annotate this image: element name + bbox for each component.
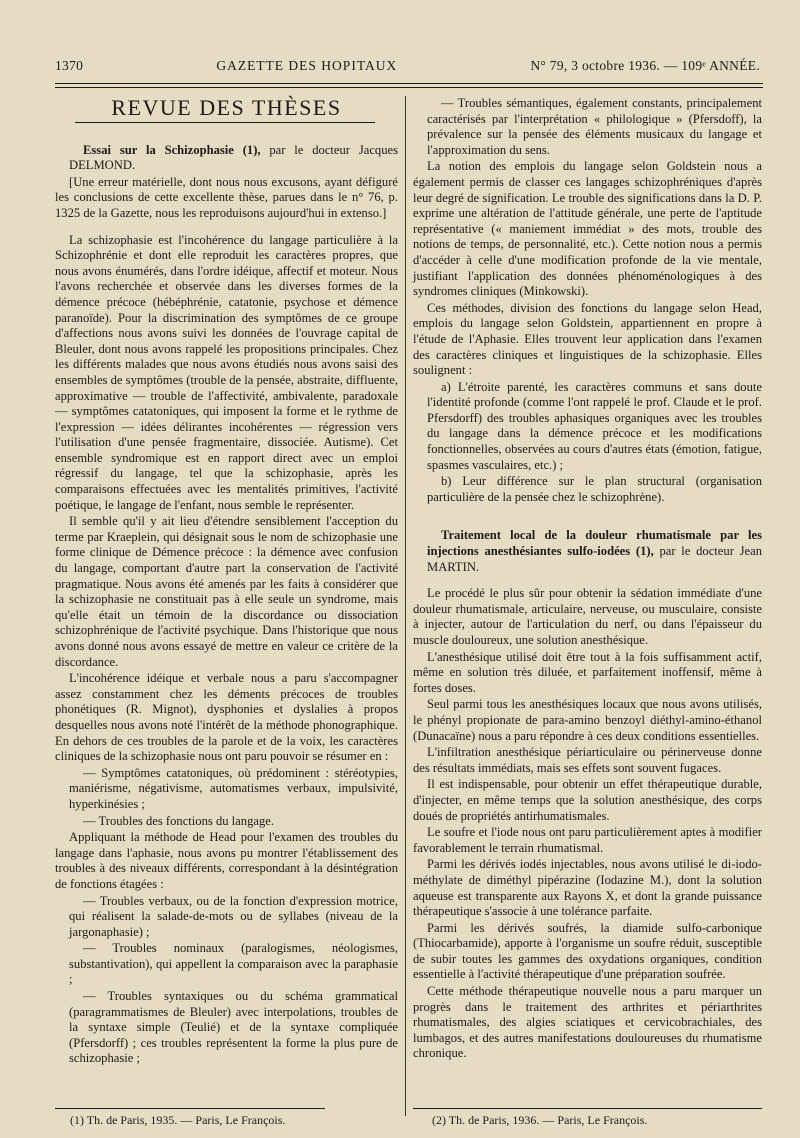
header-rule-top xyxy=(55,83,763,84)
paragraph: L'infiltration anesthésique périarticulaire ou périnerveuse donne des résultats immédiats, mais ses effets sont souvent fugaces. xyxy=(413,745,762,775)
issue-info: N° 79, 3 octobre 1936. — 109ᵉ ANNÉE. xyxy=(530,58,760,73)
paragraph: Ces méthodes, division des fonctions du langage selon Head, emplois du langage selon Goldstein, appartiennent en propre à l'étude de l'Aphasie. Elles trouvent leur application dans l'examen des caractères cliniques et linguistiques de la schizophasie. Elles soulignent : xyxy=(413,300,762,378)
paragraph: Il est indispensable, pour obtenir un effet thérapeutique durable, d'injecter, en même temps que la solution anesthésique, des corps doués de propriétés antirhumatismales. xyxy=(413,777,762,823)
paragraph: [Une erreur matérielle, dont nous nous excusons, ayant défiguré les conclusions de cette excellente thèse, parues dans le n° 76, p. 1325 de la Gazette, nous les reproduisons aujourd'hui in extenso.] xyxy=(55,174,398,220)
spacer xyxy=(55,223,398,233)
footnote-rule-left xyxy=(55,1108,325,1109)
paragraph: Le soufre et l'iode nous ont paru particulièrement aptes à modifier favorablement le terrain rhumatismal. xyxy=(413,825,762,855)
footnote-right: (2) Th. de Paris, 1936. — Paris, Le François. xyxy=(432,1113,648,1127)
paragraph: Parmi les dérivés soufrés, la diamide sulfo-carbonique (Thiocarbamide), apporte à l'organisme un soufre réduit, susceptible de subir toutes les gammes des oxydations organiques, condition essentielle à l'activité thérapeutique d'une préparation soufrée. xyxy=(413,920,762,982)
article-title-schizophasie xyxy=(55,143,398,174)
paragraph: La notion des emplois du langage selon Goldstein nous a également permis de classer ces langages schizophréniques d'après leur degré de signification. Le trouble des significations dans la D. P. exprime une altération de l'attitude générale, une perte de l'aptitude représentative (« maniement immédiat » des mots, trouble des notions de temps, de personnalité, etc.). Cette notion nous a permis d'accéder à celle d'une modification profonde de la vie mentale, justifiant l'application des données phénoménologiques à des syndromes cliniques (Minkowski). xyxy=(413,159,762,299)
list-item: — Troubles syntaxiques ou du schéma grammatical (paragrammatismes de Bleuler) avec interpolations, troubles de la syntaxe simple (Teulié) et de la syntaxe compliquée (Pfersdorff) ; ces troubles représentent la forme la plus pure de schizophasie ; xyxy=(69,989,398,1066)
journal-name: GAZETTE DES HOPITAUX xyxy=(216,58,398,73)
section-title-rule xyxy=(75,122,375,123)
list-item: — Troubles des fonctions du langage. xyxy=(83,813,274,828)
list-item: b) Leur différence sur le plan structural (organisation particulière de la pensée chez le schizophrène). xyxy=(427,474,762,504)
paragraph: Parmi les dérivés iodés injectables, nous avons utilisé le di-iodo-méthylate de diméthyl pipérazine (Iodazine M.), dont la solution aqueuse est transparente aux Rayons X, et dont la grande puissance thérapeutique s'associe à une tolérance parfaite. xyxy=(413,857,762,919)
article-title-text: Essai sur la Schizophasie (1), xyxy=(83,142,261,157)
paragraph: L'incohérence idéique et verbale nous a paru s'accompagner assez constamment chez les déments précoces de troubles phonétiques (R. Mignot), dysphonies et dyslalies à propos desquelles nous avons noté l'intérêt de la méthode phonographique. En dehors de ces troubles de la parole et de la voix, les caractères cliniques de la schizophasie nous ont paru pouvoir se résumer en : xyxy=(55,671,398,764)
list-item: — Troubles verbaux, ou de la fonction d'expression motrice, qui réalisent la salade-de-mots ou de syllabes (niveau de la jargonaphasie) ; xyxy=(69,893,398,939)
page-header xyxy=(55,58,760,74)
list-item: — Troubles nominaux (paralogismes, néologismes, substantivation), qui appellent la comparaison avec la paraphasie ; xyxy=(69,941,398,987)
section-title: REVUE DES THÈSES xyxy=(111,95,342,120)
paragraph: La schizophasie est l'incohérence du langage particulière à la Schizophrénie et dont elle reproduit les caractères propres, que nous avons énumérés, dans l'ordre idéique, affectif et moteur. Nous l'avons recherchée et observée dans les diverses formes de la démence précoce (hébéphrénie, catatonie, psychose et démence paranoïde). Pour la discrimination des symptômes de ce groupe d'affections nous avons suivi les données de l'ouvrage capital de Bleuler, dont nous avons rappelé les propositions principales. Chez les différents malades que nous avons étudiés nous avons saisi des ensembles de symptômes (trouble de la pensée, abstraite, diffluente, approximative — trouble de l'affectivité, ambivalente, paradoxale — symptômes catatoniques, qui imposent la forme et le rythme de l'expression — idées délirantes incohérentes — régression vers l'utilisation d'une pensée fragmentaire, dissociée. Autisme). Cet ensemble syndromique est en rapport direct avec un emploi régressif du langage, tel que la schizophasie, après les comparaisons effectuées avec les mentalités primitives, l'activité poétique, le langage de l'enfant, nous semble le représenter. xyxy=(55,232,398,512)
footnote-left: (1) Th. de Paris, 1935. — Paris, Le François. xyxy=(70,1113,286,1127)
left-column xyxy=(55,96,398,1068)
footnote-rule-right xyxy=(413,1108,762,1109)
list-item: — Symptômes catatoniques, où prédominent : stéréotypies, maniérisme, négativisme, automatismes verbaux, impulsivité, hyperkinésies ; xyxy=(69,765,398,811)
article-author: par le docteur Jacques DELMOND. xyxy=(69,142,398,173)
list-item: a) L'étroite parenté, les caractères communs et sans doute l'identité profonde (comme l'ont rappelé le prof. Claude et le prof. Pfersdorff) des troubles aphasiques organiques avec les troubles du langage dans la démence précoce et les modifications fonctionnelles, observées au cours d'autres états (émotion, fatigue, spasmes vasculaires, etc.) ; xyxy=(427,379,762,472)
paragraph: Il semble qu'il y ait lieu d'étendre sensiblement l'acception du terme par Kraeplein, qui désignait sous le nom de schizophasie une forme clinique de Démence précoce : la démence avec confusion du langage, comportant d'autre part la conservation de l'activité pragmatique. Nous avons été amenés par les faits à considérer que la schizophasie ne constituait pas à elle seule un syndrome, mais qu'elle était un témoin de la discordance ou dissociation schizophrénique de l'activité psychique. Dans l'historique que nous avons donné nous avons essayé de mettre en valeur ce critère de la discordance. xyxy=(55,514,398,669)
paragraph: Seul parmi tous les anesthésiques locaux que nous avons utilisés, le phényl propionate de para-amino benzoyl diéthyl-amino-éthanol (Dunacaïne) nous a paru répondre à ces deux conditions essentielles. xyxy=(413,697,762,743)
right-column xyxy=(413,96,762,1063)
page-number: 1370 xyxy=(55,58,84,73)
list-item: — Troubles sémantiques, également constants, principalement caractérisés par l'interprétation « philologique » (Pfersdoff), la prévalence sur la pensée des éléments musicaux du langage et l'approximation du sens. xyxy=(427,96,762,157)
article-author: par le docteur Jean MARTIN. xyxy=(427,544,762,574)
paragraph: L'anesthésique utilisé doit être tout à la fois suffisamment actif, même en solution très diluée, et parfaitement inoffensif, même à fortes doses. xyxy=(413,649,762,695)
spacer xyxy=(413,576,762,586)
paragraph: Le procédé le plus sûr pour obtenir la sédation immédiate d'une douleur rhumatismale, articulaire, nerveuse, ou musculaire, consiste à injecter, autour de l'articulation du nerf, ou dans l'épaisseur du muscle douloureux, une solution anesthésique. xyxy=(413,586,762,647)
column-separator xyxy=(405,96,406,1116)
paragraph: Appliquant la méthode de Head pour l'examen des troubles du langage dans l'aphasie, nous avons pu montrer l'établissement des troubles à des niveaux différents, correspondant à la désintégration de fonctions étagées : xyxy=(55,830,398,891)
article-title-text: Traitement local de la douleur rhumatismale par les injections anesthésiantes sulfo-iodées (1), xyxy=(427,528,762,559)
spacer xyxy=(413,506,762,528)
header-rule-bottom xyxy=(55,87,763,88)
article-title-rhumatisme xyxy=(413,528,762,575)
paragraph: Cette méthode thérapeutique nouvelle nous a paru marquer un progrès dans le traitement des arthrites et périarthrites rhumatismales, des algies sciatiques et cervicobrachiales, des lumbagos, et des autres manifestations douloureuses du rhumatisme chronique. xyxy=(413,984,762,1061)
